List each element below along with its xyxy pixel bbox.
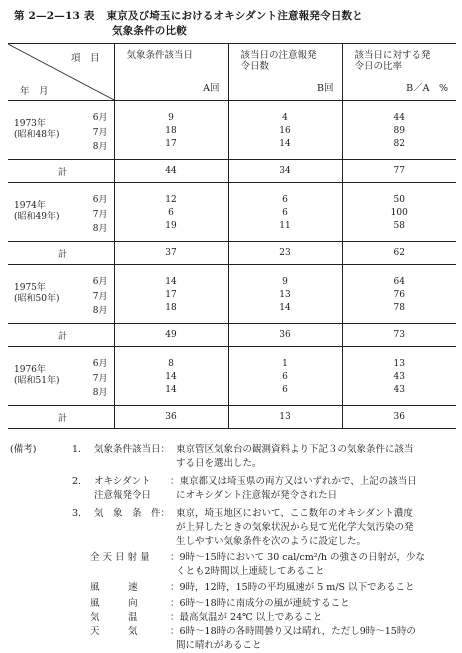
table-row: 1976年 (昭和51年) 6月 8 1 13: [8, 347, 456, 370]
title-line-2: 気象条件の比較: [112, 25, 187, 37]
corner-header: [8, 44, 114, 100]
table-number: 第 2—2—13 表: [14, 10, 95, 22]
comparison-table: [8, 43, 456, 429]
col-header-a: 気象条件該当日 A回: [126, 50, 220, 94]
header-row: [8, 44, 456, 101]
table-row: 8月 18 14 78: [8, 303, 456, 324]
year-cell: 1974年 (昭和49年): [14, 201, 60, 222]
col-header-b: 該当日の注意報発 令日数 B回: [240, 50, 334, 94]
table-row: 1973年 (昭和48年) 6月 9 4 44: [8, 101, 456, 124]
table-row: 1974年 (昭和49年) 6月 12 6 50: [8, 183, 456, 206]
year-cell: 1973年 (昭和48年): [14, 119, 60, 140]
total-row: 計 36 13 36: [8, 406, 456, 429]
table-row: 8月 17 14 82: [8, 139, 456, 160]
year-cell: 1976年 (昭和51年): [14, 365, 60, 386]
table-row: 7月 18 16 89: [8, 123, 456, 139]
year-cell: 1975年 (昭和50年): [14, 283, 60, 304]
table-row: 7月 14 6 43: [8, 369, 456, 385]
table-row: 1975年 (昭和50年) 6月 14 9 64: [8, 265, 456, 288]
table-row: 7月 6 6 100: [8, 205, 456, 221]
corner-year-label: 年 月: [20, 86, 49, 97]
title-line-1: 東京及び埼玉におけるオキシダント注意報発令日数と: [106, 10, 363, 22]
col-header-ratio: 該当日に対する発 令日の比率 B／A %: [354, 50, 448, 94]
total-row: 計 37 23 62: [8, 242, 456, 265]
total-row: 計 44 34 77: [8, 160, 456, 183]
table-row: 8月 14 6 43: [8, 385, 456, 406]
table-row: 8月 19 11 58: [8, 221, 456, 242]
notes-prefix: (備考): [10, 444, 37, 455]
table-row: 7月 17 13 76: [8, 287, 456, 303]
total-row: 計 49 36 73: [8, 324, 456, 347]
table-title: [14, 9, 363, 39]
corner-item-label: 項 目: [70, 53, 100, 64]
